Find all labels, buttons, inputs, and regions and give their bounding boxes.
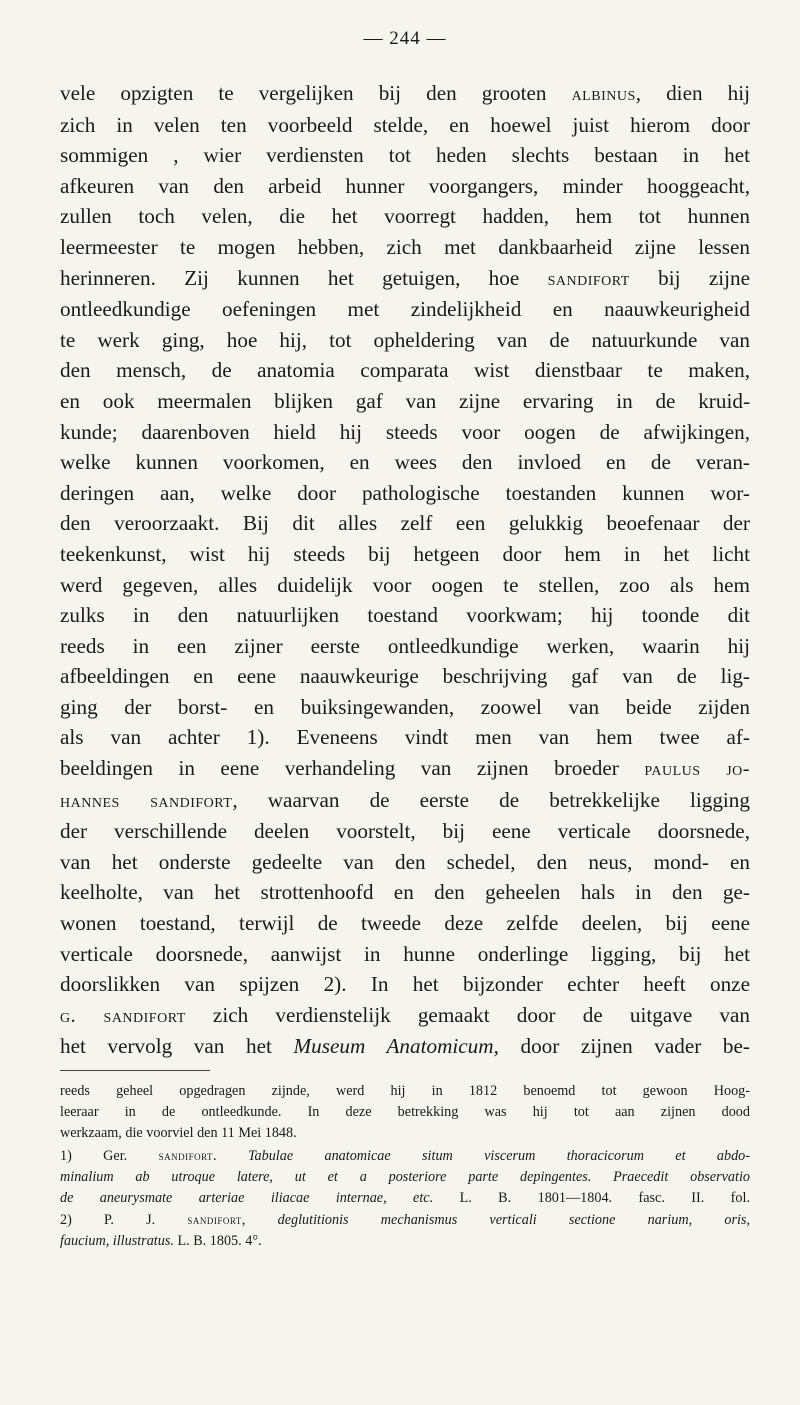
text-line (60, 386, 750, 417)
text-run: . (213, 1147, 248, 1164)
text-run: vele opzigten te vergelijken bij den grooten (60, 81, 572, 105)
text-line (60, 263, 750, 295)
text-run: doorslikken van spijzen 2). In het bijzonder echter heeft onze (60, 972, 750, 997)
text-line (60, 969, 750, 1000)
text-run: als van achter 1). Eveneens vindt men van hem twee af- (60, 725, 750, 750)
text-line (60, 631, 750, 662)
footnotes (60, 1081, 750, 1253)
text-line (60, 417, 750, 448)
text-run: 2) P. J. (60, 1212, 188, 1229)
small-caps-name: hannes sandifort (60, 789, 233, 812)
text-run: reeds in een zijner eerste ontleedkundige werken, waarin hij (60, 633, 750, 658)
italic-title: de aneurysmate arteriae iliacae internae, etc. (60, 1190, 434, 1207)
text-run: ontleedkundige oefeningen met zindelijkheid en naauwkeurigheid (60, 297, 750, 322)
text-line (60, 847, 750, 878)
text-run: bij zijne (629, 265, 750, 290)
small-caps-name: sandifort (158, 1147, 214, 1163)
text-run: het vervolg van het (60, 1034, 294, 1059)
footnote-line (60, 1081, 750, 1102)
text-line (60, 1000, 750, 1032)
text-line (60, 877, 750, 908)
text-line (60, 78, 750, 110)
small-caps-name: g. sandifort (60, 1004, 186, 1027)
footnote-line (60, 1102, 750, 1123)
text-run: afkeuren van den arbeid hunner voorgangers, minder hooggeacht, (60, 173, 750, 198)
text-line (60, 201, 750, 232)
text-run: kunde; daarenboven hield hij steeds voor oogen de afwijkingen, (60, 419, 750, 444)
italic-title: Tabulae anatomicae situm viscerum thoracicorum et abdo- (247, 1147, 750, 1164)
text-run: beeldingen in eene verhandeling van zijnen broeder (60, 756, 645, 781)
text-line (60, 816, 750, 847)
italic-title: minalium ab utroque latere, ut et a posteriore parte depingentes. Praecedit observatio (60, 1168, 750, 1185)
text-line (60, 908, 750, 939)
text-run: werkzaam, die voorviel den 11 Mei 1848. (60, 1125, 297, 1142)
text-line (60, 478, 750, 509)
text-line (60, 939, 750, 970)
text-line (60, 447, 750, 478)
text-run: keelholte, van het strottenhoofd en den geheelen hals in den ge- (60, 880, 750, 905)
text-run: ging der borst- en buiksingewanden, zoowel van beide zijden (60, 694, 750, 719)
text-run: sommigen , wier verdiensten tot heden slechts bestaan in het (60, 143, 750, 168)
text-run: herinneren. Zij kunnen het getuigen, hoe (60, 265, 548, 290)
text-run: 1) Ger. (60, 1147, 159, 1164)
body-text (60, 78, 750, 1062)
text-run: wonen toestand, terwijl de tweede deze zelfde deelen, bij eene (60, 911, 750, 936)
text-run: afbeeldingen en eene naauwkeurige beschrijving gaf van de lig- (60, 664, 750, 689)
text-run: , dien hij (635, 81, 750, 105)
text-line (60, 140, 750, 171)
italic-title: faucium, illustratus. (60, 1233, 174, 1250)
text-run: reeds geheel opgedragen zijnde, werd hij in 1812 benoemd tot gewoon Hoog- (60, 1083, 750, 1099)
text-run: den mensch, de anatomia comparata wist dienstbaar te maken, (60, 358, 750, 383)
text-line (60, 785, 750, 817)
text-line (60, 232, 750, 263)
text-line (60, 1031, 750, 1062)
text-line (60, 110, 750, 141)
small-caps-name: paulus jo- (644, 758, 750, 781)
text-run: van het onderste gedeelte van den schedel, den neus, mond- en (60, 849, 750, 874)
text-line (60, 600, 750, 631)
text-run: te werk ging, hoe hij, tot opheldering van de natuurkunde van (60, 327, 750, 352)
text-run: welke kunnen voorkomen, en wees den invloed en de veran- (60, 450, 750, 475)
small-caps-name: sandifort (547, 267, 630, 290)
text-run: zich verdienstelijk gemaakt door de uitgave van (185, 1002, 750, 1027)
footnote-line (60, 1188, 750, 1209)
text-line (60, 325, 750, 356)
text-line (60, 294, 750, 325)
book-page (60, 0, 750, 1253)
page-number: — 244 — (363, 28, 447, 49)
footnote-line (60, 1209, 750, 1231)
text-line (60, 508, 750, 539)
text-run: den veroorzaakt. Bij dit alles zelf een gelukkig beoefenaar der (60, 511, 750, 536)
text-run: , (241, 1212, 278, 1229)
text-run: , waarvan de eerste de betrekkelijke ligging (232, 787, 750, 812)
small-caps-name: sandifort (187, 1212, 242, 1228)
text-run: leermeester te mogen hebben, zich met dankbaarheid zijne lessen (60, 234, 750, 259)
text-run: verticale doorsnede, aanwijst in hunne onderlinge ligging, bij het (60, 941, 750, 966)
footnote-line (60, 1145, 750, 1167)
text-run: zulks in den natuurlijken toestand voorkwam; hij toonde dit (60, 603, 750, 628)
text-line (60, 753, 750, 785)
text-line (60, 539, 750, 570)
text-line (60, 355, 750, 386)
footnote-line (60, 1167, 750, 1188)
text-run: zich in velen ten voorbeeld stelde, en hoewel juist hierom door (60, 112, 750, 137)
footnote-line (60, 1123, 750, 1144)
footnote-divider (60, 1070, 210, 1071)
text-run: teekenkunst, wist hij steeds bij hetgeen door hem in het licht (60, 541, 750, 566)
text-run: en ook meermalen blijken gaf van zijne ervaring in de kruid- (60, 388, 750, 413)
text-line (60, 692, 750, 723)
small-caps-name: albinus (571, 83, 636, 105)
text-run: leeraar in de ontleedkunde. In deze betrekking was hij tot aan zijnen dood (60, 1104, 750, 1121)
text-run: der verschillende deelen voorstelt, bij eene verticale doorsnede, (60, 819, 750, 844)
footnote-line (60, 1231, 750, 1252)
text-line (60, 661, 750, 692)
text-run: deringen aan, welke door pathologische toestanden kunnen wor- (60, 480, 750, 505)
text-run: L. B. 1801—1804. fasc. II. fol. (433, 1190, 750, 1207)
text-line (60, 570, 750, 601)
text-run: werd gegeven, alles duidelijk voor oogen te stellen, zoo als hem (60, 572, 750, 597)
text-run: door zijnen vader be- (498, 1034, 750, 1059)
italic-title: Museum Anatomicum, (293, 1034, 499, 1059)
text-line (60, 171, 750, 202)
text-run: zullen toch velen, die het voorregt hadden, hem tot hunnen (60, 204, 750, 229)
italic-title: deglutitionis mechanismus verticali sectione narium, oris, (277, 1212, 750, 1229)
text-line (60, 722, 750, 753)
text-run: L. B. 1805. 4°. (173, 1233, 262, 1250)
